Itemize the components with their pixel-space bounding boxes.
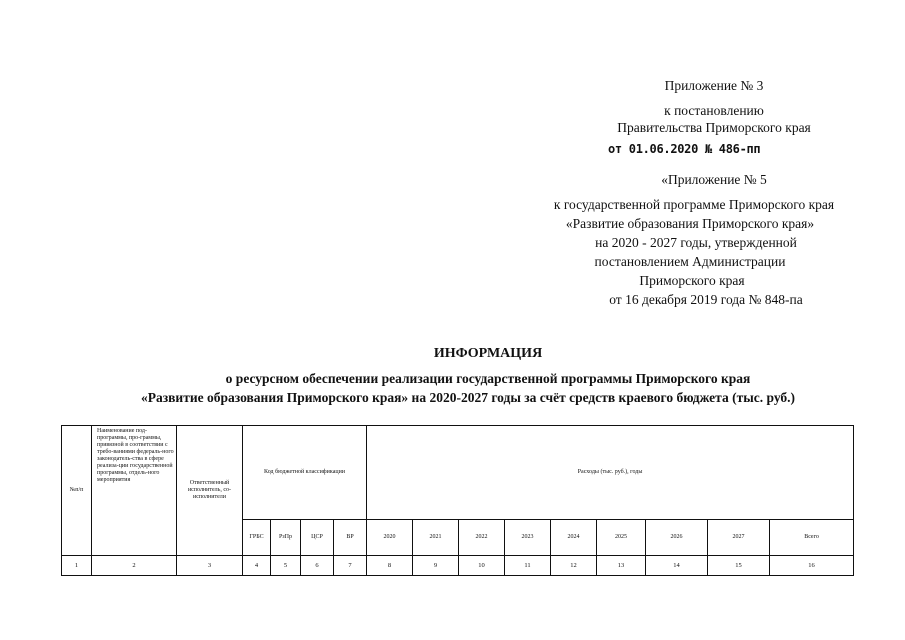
approval-date: от 16 декабря 2019 года № 848-па — [609, 292, 803, 307]
column-number: 16 — [770, 556, 854, 576]
to-state-program: к государственной программе Приморского края — [553, 197, 835, 212]
government-name: Правительства Приморского края — [617, 120, 811, 135]
appendix-five: «Приложение № 5 — [661, 172, 767, 187]
to-resolution: к постановлению — [664, 103, 764, 118]
column-number: 5 — [271, 556, 301, 576]
code-header: ЦСР — [301, 520, 334, 556]
resolution-date-number: от 01.06.2020 № 486-пп — [608, 142, 761, 156]
column-number: 6 — [301, 556, 334, 576]
years-approved: на 2020 - 2027 годы, утвержденной — [595, 235, 797, 250]
column-number: 2 — [92, 556, 177, 576]
year-header: 2023 — [505, 520, 551, 556]
title-line-2: «Развитие образования Приморского края» на 2020-2027 годы за счёт средств краевого бюджета (тыс. руб.) — [140, 390, 796, 405]
appendix-number: Приложение № 3 — [664, 78, 764, 93]
column-number: 11 — [505, 556, 551, 576]
title-line-1: о ресурсном обеспечении реализации государственной программы Приморского края — [225, 371, 751, 386]
code-header: ВР — [334, 520, 367, 556]
header-col-name: Наименование под-программы, про-граммы, привязной в соответствии с требо-ваниями федераль-ного законодатель-ства в сфере реализа-ции государственной программы, отдель-ного мероприятия — [92, 426, 177, 556]
column-number: 8 — [367, 556, 413, 576]
header-col-expenses: Расходы (тыс. руб.), годы — [367, 426, 854, 520]
year-header: 2021 — [413, 520, 459, 556]
column-number: 1 — [62, 556, 92, 576]
column-number: 9 — [413, 556, 459, 576]
resource-table — [61, 425, 854, 576]
program-name: «Развитие образования Приморского края» — [565, 216, 815, 231]
column-number: 7 — [334, 556, 367, 576]
code-header: ГРБС — [243, 520, 271, 556]
region-name: Приморского края — [639, 273, 745, 288]
year-header: 2020 — [367, 520, 413, 556]
year-header: 2026 — [646, 520, 708, 556]
column-number: 3 — [177, 556, 243, 576]
header-col-number: №п/п — [62, 426, 92, 556]
year-header: 2027 — [708, 520, 770, 556]
total-header: Всего — [770, 520, 854, 556]
column-number: 14 — [646, 556, 708, 576]
header-col-responsible: Ответственный исполнитель, со-исполнители — [177, 426, 243, 556]
header-col-budget-code: Код бюджетной классификации — [243, 426, 367, 520]
year-header: 2024 — [551, 520, 597, 556]
column-number: 13 — [597, 556, 646, 576]
column-number: 4 — [243, 556, 271, 576]
code-header: РзПр — [271, 520, 301, 556]
resolution-admin: постановлением Администрации — [594, 254, 786, 269]
year-header: 2025 — [597, 520, 646, 556]
column-number: 10 — [459, 556, 505, 576]
document-heading: ИНФОРМАЦИЯ — [433, 346, 543, 361]
column-number: 12 — [551, 556, 597, 576]
column-number: 15 — [708, 556, 770, 576]
year-header: 2022 — [459, 520, 505, 556]
